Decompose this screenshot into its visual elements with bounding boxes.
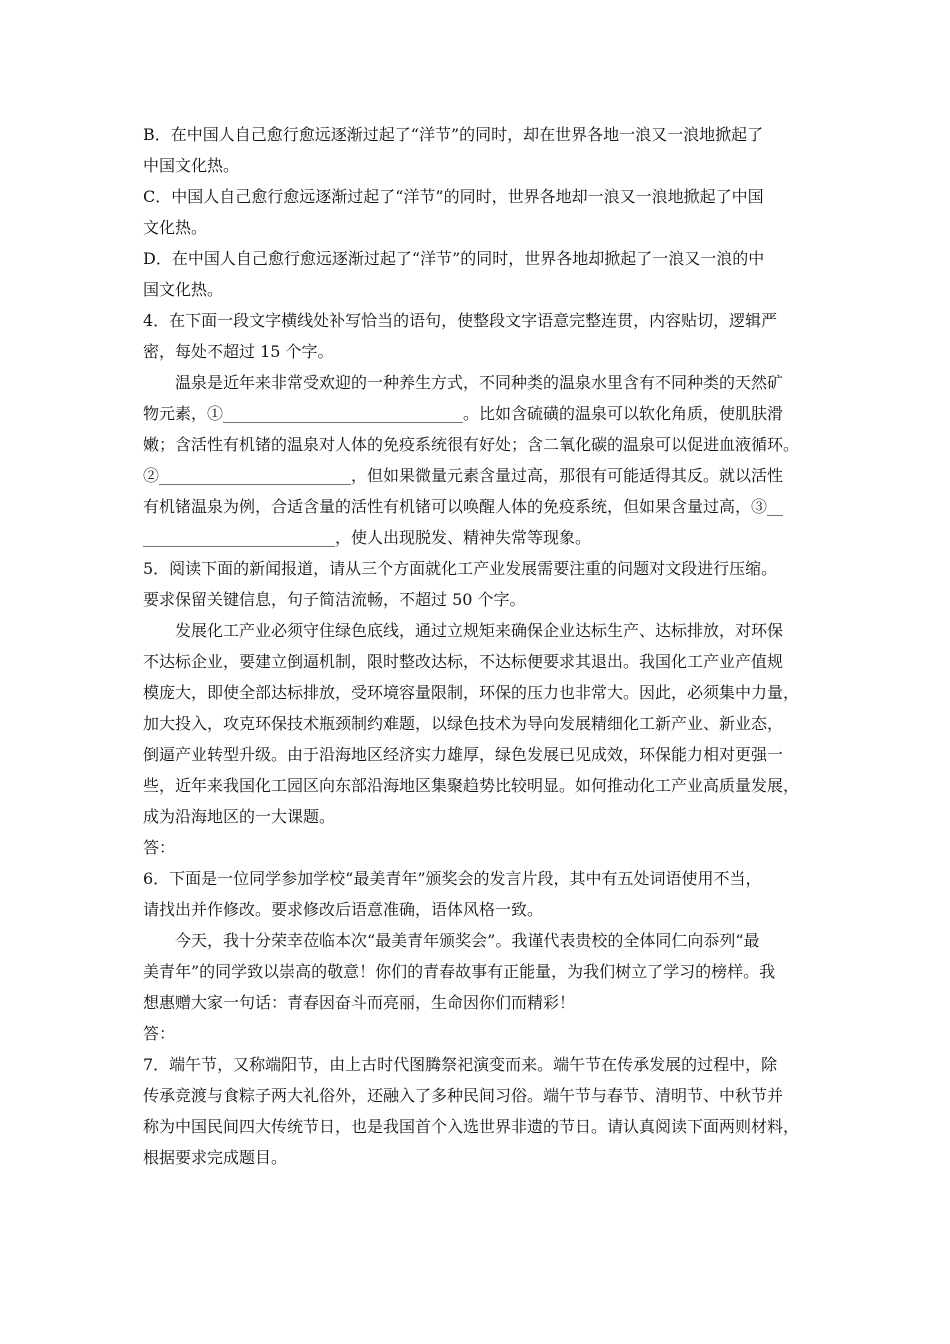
q4-passage-line-5: 有机锗温泉为例，合适含量的活性有机锗可以唤醒人体的免疫系统，但如果含量过高，③__ [143, 497, 784, 516]
question-4 [143, 305, 823, 553]
q5-passage-line-3: 模庞大，即使全部达标排放，受环境容量限制，环保的压力也非常大。因此，必须集中力量， [143, 683, 800, 702]
q4-prompt-line-2: 密，每处不超过 15 个字。 [143, 342, 334, 361]
option-b-line-2: 中国文化热。 [143, 156, 240, 175]
q6-passage-line-1: 今天，我十分荣幸莅临本次“最美青年颁奖会”。我谨代表贵校的全体同仁向忝列“最 [175, 931, 760, 950]
option-d-line-2: 国文化热。 [143, 280, 224, 299]
q6-passage-line-2: 美青年”的同学致以崇高的敬意！你们的青春故事有正能量，为我们树立了学习的榜样。我 [143, 962, 776, 981]
q5-passage-line-1: 发展化工产业必须守住绿色底线，通过立规矩来确保企业达标生产、达标排放，对环保 [175, 621, 784, 640]
option-c-line-2: 文化热。 [143, 218, 208, 237]
q6-answer-label: 答： [143, 1024, 176, 1043]
q4-passage-line-3: 嫩；含活性有机锗的温泉对人体的免疫系统很有好处；含二氧化碳的温泉可以促进血液循环。 [143, 435, 800, 454]
q7-prompt-line-4: 根据要求完成题目。 [143, 1148, 288, 1167]
question-7 [143, 1049, 823, 1173]
question-6 [143, 863, 823, 1049]
q7-prompt-line-3: 称为中国民间四大传统节日，也是我国首个入选世界非遗的节日。请认真阅读下面两则材料， [143, 1117, 800, 1136]
q6-prompt-line-2: 请找出并作修改。要求修改后语意准确，语体风格一致。 [143, 900, 544, 919]
q5-passage-line-6: 些，近年来我国化工园区向东部沿海地区集聚趋势比较明显。如何推动化工产业高质量发展， [143, 776, 800, 795]
option-c-line-1: C．中国人自己愈行愈远逐渐过起了“洋节”的同时，世界各地却一浪又一浪地掀起了中国 [143, 187, 764, 206]
question-5 [143, 553, 823, 863]
q5-passage-line-5: 倒逼产业转型升级。由于沿海地区经济实力雄厚，绿色发展已见成效，环保能力相对更强一 [143, 745, 784, 764]
q4-passage-line-2: 物元素，①______________________________。比如含硫磺的温泉可以软化角质，使肌肤滑 [143, 404, 784, 423]
option-c [143, 181, 823, 243]
q4-passage-line-1: 温泉是近年来非常受欢迎的一种养生方式，不同种类的温泉水里含有不同种类的天然矿 [175, 373, 784, 392]
q6-prompt-line-1: 6．下面是一位同学参加学校“最美青年”颁奖会的发言片段，其中有五处词语使用不当， [143, 869, 762, 888]
q7-prompt-line-1: 7．端午节，又称端阳节，由上古时代图腾祭祀演变而来。端午节在传承发展的过程中，除 [143, 1055, 778, 1074]
q4-passage-line-6: ________________________，使人出现脱发、精神失常等现象。 [143, 528, 592, 547]
q5-answer-label: 答： [143, 838, 176, 857]
q7-prompt-line-2: 传承竞渡与食粽子两大礼俗外，还融入了多种民间习俗。端午节与春节、清明节、中秋节并 [143, 1086, 784, 1105]
q4-prompt-line-1: 4．在下面一段文字横线处补写恰当的语句，使整段文字语意完整连贯，内容贴切，逻辑严 [143, 311, 778, 330]
q5-passage-line-4: 加大投入，攻克环保技术瓶颈制约难题，以绿色技术为导向发展精细化工新产业、新业态， [143, 714, 784, 733]
q5-prompt-line-1: 5．阅读下面的新闻报道，请从三个方面就化工产业发展需要注重的问题对文段进行压缩。 [143, 559, 778, 578]
q4-passage-line-4: ②________________________，但如果微量元素含量过高，那很有可能适得其反。就以活性 [143, 466, 784, 485]
q6-passage-line-3: 想惠赠大家一句话：青春因奋斗而亮丽，生命因你们而精彩！ [143, 993, 576, 1012]
document-body [143, 119, 823, 1173]
q5-passage-line-2: 不达标企业，要建立倒逼机制，限时整改达标，不达标便要求其退出。我国化工产业产值规 [143, 652, 784, 671]
option-b-line-1: B．在中国人自己愈行愈远逐渐过起了“洋节”的同时，却在世界各地一浪又一浪地掀起了 [143, 125, 764, 144]
q5-prompt-line-2: 要求保留关键信息，句子简洁流畅，不超过 50 个字。 [143, 590, 526, 609]
option-b [143, 119, 823, 181]
option-d [143, 243, 823, 305]
q5-passage-line-7: 成为沿海地区的一大课题。 [143, 807, 336, 826]
option-d-line-1: D．在中国人自己愈行愈远逐渐过起了“洋节”的同时，世界各地却掀起了一浪又一浪的中 [143, 249, 765, 268]
